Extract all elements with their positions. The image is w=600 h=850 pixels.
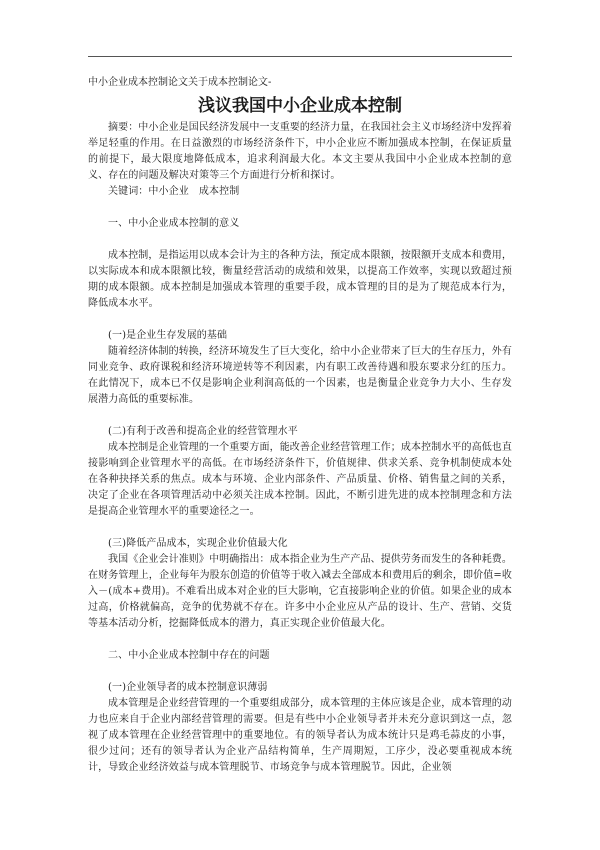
header-rule [88, 56, 512, 57]
section-1-sub-3-heading: (三)降低产品成本，实现企业价值最大化 [108, 538, 288, 549]
section-1-sub-3-body: 我国《企业会计准则》中明确指出：成本指企业为生产产品、提供劳务而发生的各种耗费。在财务管理上，企业每年为股东创造的价值等于收入减去全部成本和费用后的剩余，即价值=收入－(成本+费用)。不难看出成本对企业的巨大影响，它直接影响企业的价值。如果企业的成本过高，价格就偏高，竞争的优势就不存在。许多中小企业应从产品的设计、生产、营销、交货等基本活动分析，挖掘降低成本的潜力，真正实现企业价值最大化。 [88, 554, 512, 629]
section-2-sub-1-heading: (一)企业领导者的成本控制意识薄弱 [108, 682, 268, 693]
section-1-sub-2-body: 成本控制是企业管理的一个重要方面，能改善企业经营管理工作；成本控制水平的高低也直接影响到企业管理水平的高低。在市场经济条件下，价值规律、供求关系、竞争机制使成本处在各种抉择关系的焦点。成本与环境、企业内部条件、产品质量、价格、销售量之间的关系，决定了企业在各项管理活动中必须关注成本控制。因此，不断引进先进的成本控制理念和方法是提高企业管理水平的重要途径之一。 [88, 442, 512, 517]
section-1-heading: 一、中小企业成本控制的意义 [108, 218, 240, 229]
keywords: 关键词：中小企业 成本控制 [108, 186, 240, 197]
section-2-heading: 二、中小企业成本控制中存在的问题 [108, 650, 270, 661]
section-1-sub-1-heading: (一)是企业生存发展的基础 [108, 330, 228, 341]
abstract: 摘要：中小企业是国民经济发展中一支重要的经济力量，在我国社会主义市场经济中发挥着举足轻重的作用。在日益激烈的市场经济条件下，中小企业应不断加强成本控制，在保证质量的前提下，最大限度地降低成本，追求利润最大化。本文主要从我国中小企业成本控制的意义、存在的问题及解决对策等三个方面进行分析和探讨。 [88, 122, 512, 181]
section-1-sub-1-body: 随着经济体制的转换，经济环境发生了巨大变化，给中小企业带来了巨大的生存压力，外有同业竞争、政府课税和经济环境逆转等不利因素，内有职工改善待遇和股东要求分红的压力。在此情况下，成本已不仅是影响企业利润高低的一个因素，也是衡量企业竞争力大小、生存发展潜力高低的重要标准。 [88, 346, 512, 405]
section-2-sub-1-body: 成本管理是企业经营管理的一个重要组成部分，成本管理的主体应该是企业，成本管理的动力也应来自于企业内部经营管理的需要。但是有些中小企业领导者并未充分意识到这一点，忽视了成本管理在企业经营管理中的重要地位。有的领导者认为成本统计只是鸡毛蒜皮的小事，很少过问；还有的领导者认为企业产品结构简单，生产周期短，工序少，没必要重视成本统计，导致企业经济效益与成本管理脱节、市场竞争与成本管理脱节。因此，企业领 [88, 698, 512, 773]
breadcrumb: 中小企业成本控制论文关于成本控制论文- [88, 77, 272, 88]
page-title: 浅议我国中小企业成本控制 [198, 96, 402, 116]
section-1-intro: 成本控制，是指运用以成本会计为主的各种方法，预定成本限额，按限额开支成本和费用，以实际成本和成本限额比较，衡量经营活动的成绩和效果，以提高工作效率，实现以致超过预期的成本限额。成本控制是加强成本管理的重要手段，成本管理的目的是为了规范成本行为，降低成本水平。 [88, 250, 512, 309]
document-body [88, 76, 512, 776]
section-1-sub-2-heading: (二)有利于改善和提高企业的经营管理水平 [108, 426, 298, 437]
